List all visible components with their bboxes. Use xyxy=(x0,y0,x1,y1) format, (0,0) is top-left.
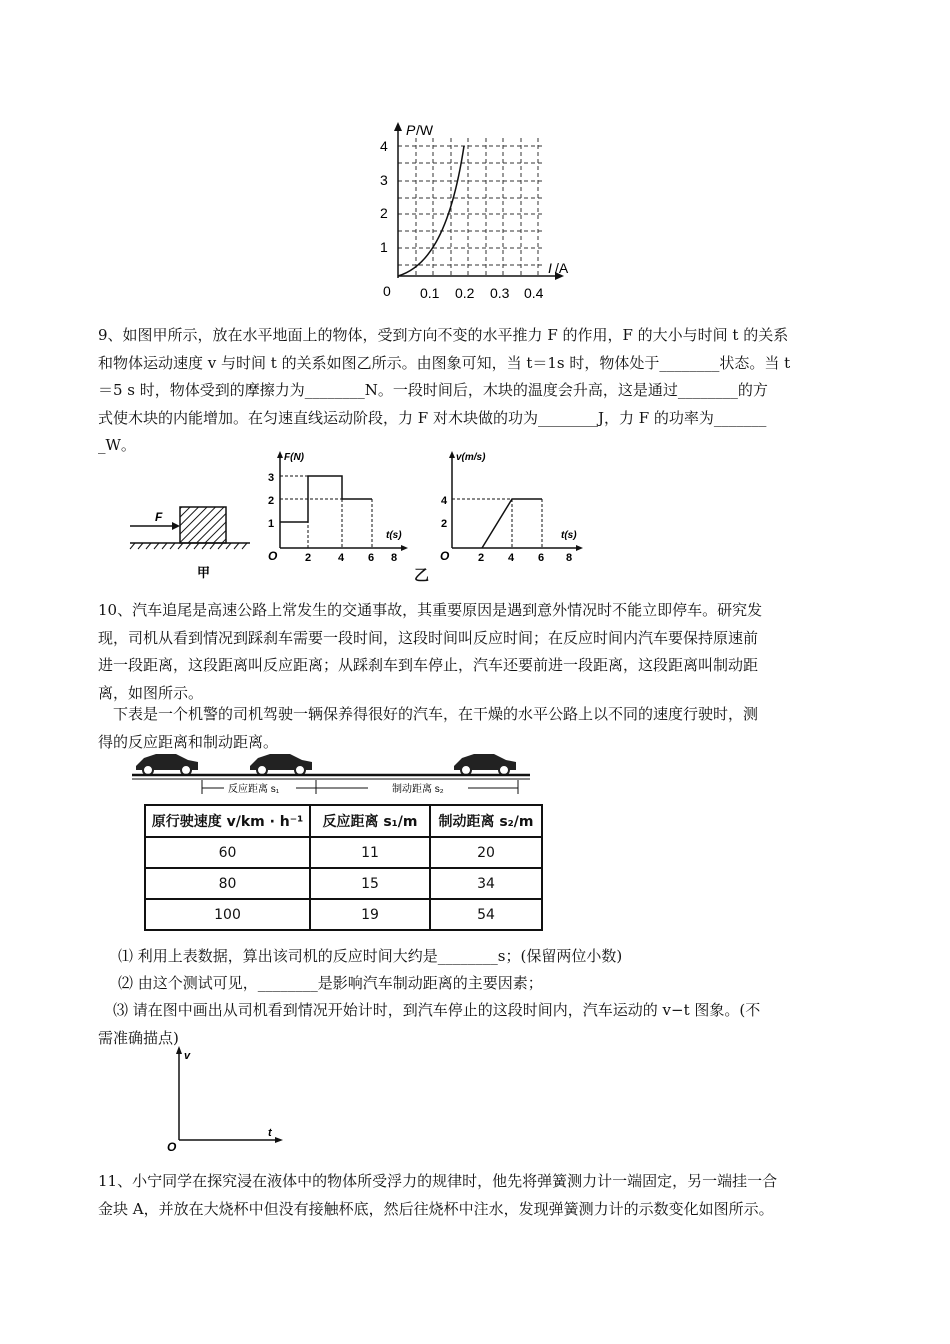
x-tick: 0.4 xyxy=(524,285,544,301)
f-y-tick: 1 xyxy=(268,518,275,530)
table-cell: 19 xyxy=(310,899,430,930)
origin-label: 0 xyxy=(383,283,391,299)
table-cell: 34 xyxy=(430,868,542,899)
x-tick: 0.1 xyxy=(420,285,440,301)
x-axis-unit: /A xyxy=(555,260,569,276)
question-11 xyxy=(98,1168,854,1223)
vt-origin: O xyxy=(167,1140,177,1153)
q9-line: 和物体运动速度 v 与时间 t 的关系如图乙所示。由图象可知，当 t＝1s 时，物体处于________状态。当 t xyxy=(98,353,791,372)
question-9 xyxy=(98,322,854,460)
car-icon xyxy=(454,754,516,775)
table-row xyxy=(145,868,542,899)
question-10 xyxy=(98,597,854,707)
q10-sub2: ⑵ 由这个测试可见，________是影响汽车制动距离的主要因素； xyxy=(118,974,543,992)
y-tick: 1 xyxy=(380,239,388,255)
caption-yi: 乙 xyxy=(414,566,430,584)
f-x-tick: 4 xyxy=(338,552,345,563)
caption-jia: 甲 xyxy=(197,565,211,580)
p-i-curve xyxy=(398,146,464,276)
table-header-cell: 原行驶速度 v/km · h⁻¹ xyxy=(145,805,310,837)
fig-jia xyxy=(125,495,260,580)
x-axis-label: I xyxy=(548,260,552,276)
f-x-tick: 6 xyxy=(368,552,375,563)
q9-line: 9、如图甲所示，放在水平地面上的物体，受到方向不变的水平推力 F 的作用，F 的大小与时间 t 的关系 xyxy=(98,326,789,344)
q10-line: 进一段距离，这段距离叫反应距离；从踩刹车到车停止，汽车还要前进一段距离，这段距离叫制动距 xyxy=(98,656,759,674)
q10-sub3-line: 需准确描点) xyxy=(98,1028,179,1047)
table-header-row xyxy=(145,805,542,837)
y-axis-unit: /W xyxy=(416,122,434,138)
table-cell: 11 xyxy=(310,837,430,868)
table-header-cell: 制动距离 s₂/m xyxy=(430,805,542,837)
f-graph-y-label: F(N) xyxy=(284,452,304,463)
p-i-graph xyxy=(370,118,580,303)
table-cell: 15 xyxy=(310,868,430,899)
q9-line: 式使木块的内能增加。在匀速直线运动阶段，力 F 对木块做的功为________J，力 F 的功率为_______ xyxy=(98,408,767,427)
f-x-tick: 2 xyxy=(305,552,312,563)
q10-sub3-line: ⑶ 请在图中画出从司机看到情况开始计时，到汽车停止的这段时间内，汽车运动的 v−t 图象。(不 xyxy=(98,1001,761,1019)
car-icon xyxy=(250,754,312,775)
v-graph-x-label: t(s) xyxy=(561,530,577,541)
q9-line: _W。 xyxy=(98,436,136,454)
force-label: F xyxy=(155,510,163,524)
v-y-tick: 4 xyxy=(441,495,448,507)
data-table xyxy=(144,804,543,931)
q10-line: 得的反应距离和制动距离。 xyxy=(98,732,279,751)
table-header-cell: 反应距离 s₁/m xyxy=(310,805,430,837)
v-x-tick: 6 xyxy=(538,552,545,563)
v-t-graph xyxy=(438,448,588,563)
vt-t-label: t xyxy=(268,1127,272,1139)
v-x-tick: 4 xyxy=(508,552,515,563)
q11-line: 11、小宁同学在探究浸在液体中的物体所受浮力的规律时，他先将弹簧测力计一端固定，另一端挂一合 xyxy=(98,1172,778,1190)
f-y-tick: 2 xyxy=(268,495,275,507)
q10-sub1: ⑴ 利用上表数据，算出该司机的反应时间大约是________s；(保留两位小数) xyxy=(118,947,623,965)
car-icon xyxy=(136,754,198,775)
q10-line: 下表是一个机警的司机驾驶一辆保养得很好的汽车，在干燥的水平公路上以不同的速度行驶时，测 xyxy=(98,705,759,723)
y-tick: 2 xyxy=(380,205,388,221)
f-y-tick: 3 xyxy=(268,472,275,484)
q9-line: ＝5 s 时，物体受到的摩擦力为________N。一段时间后，木块的温度会升高，这是通过________的方 xyxy=(98,381,768,399)
v-graph-origin: O xyxy=(440,549,450,563)
wooden-block xyxy=(180,507,226,543)
table-cell: 54 xyxy=(430,899,542,930)
reaction-distance-label: 反应距离 s₁ xyxy=(228,784,280,795)
x-tick: 0.2 xyxy=(455,285,475,301)
f-t-graph xyxy=(260,448,410,563)
q10-line: 现，司机从看到情况到踩刹车需要一段时间，这段时间叫反应时间；在反应时间内汽车要保持原速前 xyxy=(98,628,759,647)
vt-v-label: v xyxy=(184,1050,191,1062)
v-graph-y-label: v(m/s) xyxy=(456,452,486,463)
table-cell: 20 xyxy=(430,837,542,868)
y-axis-label: P xyxy=(406,122,416,138)
f-x-tick: 8 xyxy=(391,552,398,563)
table-cell: 100 xyxy=(145,899,310,930)
q11-line: 金块 A，并放在大烧杯中但没有接触杯底，然后往烧杯中注水，发现弹簧测力计的示数变化如图所示。 xyxy=(98,1199,774,1218)
road-figure xyxy=(132,744,532,800)
table-row xyxy=(145,899,542,930)
v-x-tick: 8 xyxy=(566,552,573,563)
table-row xyxy=(145,837,542,868)
v-x-tick: 2 xyxy=(478,552,485,563)
blank-vt-axes xyxy=(165,1043,285,1153)
y-tick: 3 xyxy=(380,172,388,188)
v-y-tick: 2 xyxy=(441,518,448,530)
f-graph-origin: O xyxy=(268,549,278,563)
brake-distance-label: 制动距离 s₂ xyxy=(392,784,444,795)
y-tick: 4 xyxy=(380,138,388,154)
table-cell: 60 xyxy=(145,837,310,868)
table-cell: 80 xyxy=(145,868,310,899)
q10-line: 离，如图所示。 xyxy=(98,683,204,702)
q10-line: 10、汽车追尾是高速公路上常发生的交通事故，其重要原因是遇到意外情况时不能立即停车。研究发 xyxy=(98,601,763,619)
f-graph-x-label: t(s) xyxy=(386,530,402,541)
x-tick: 0.3 xyxy=(490,285,510,301)
